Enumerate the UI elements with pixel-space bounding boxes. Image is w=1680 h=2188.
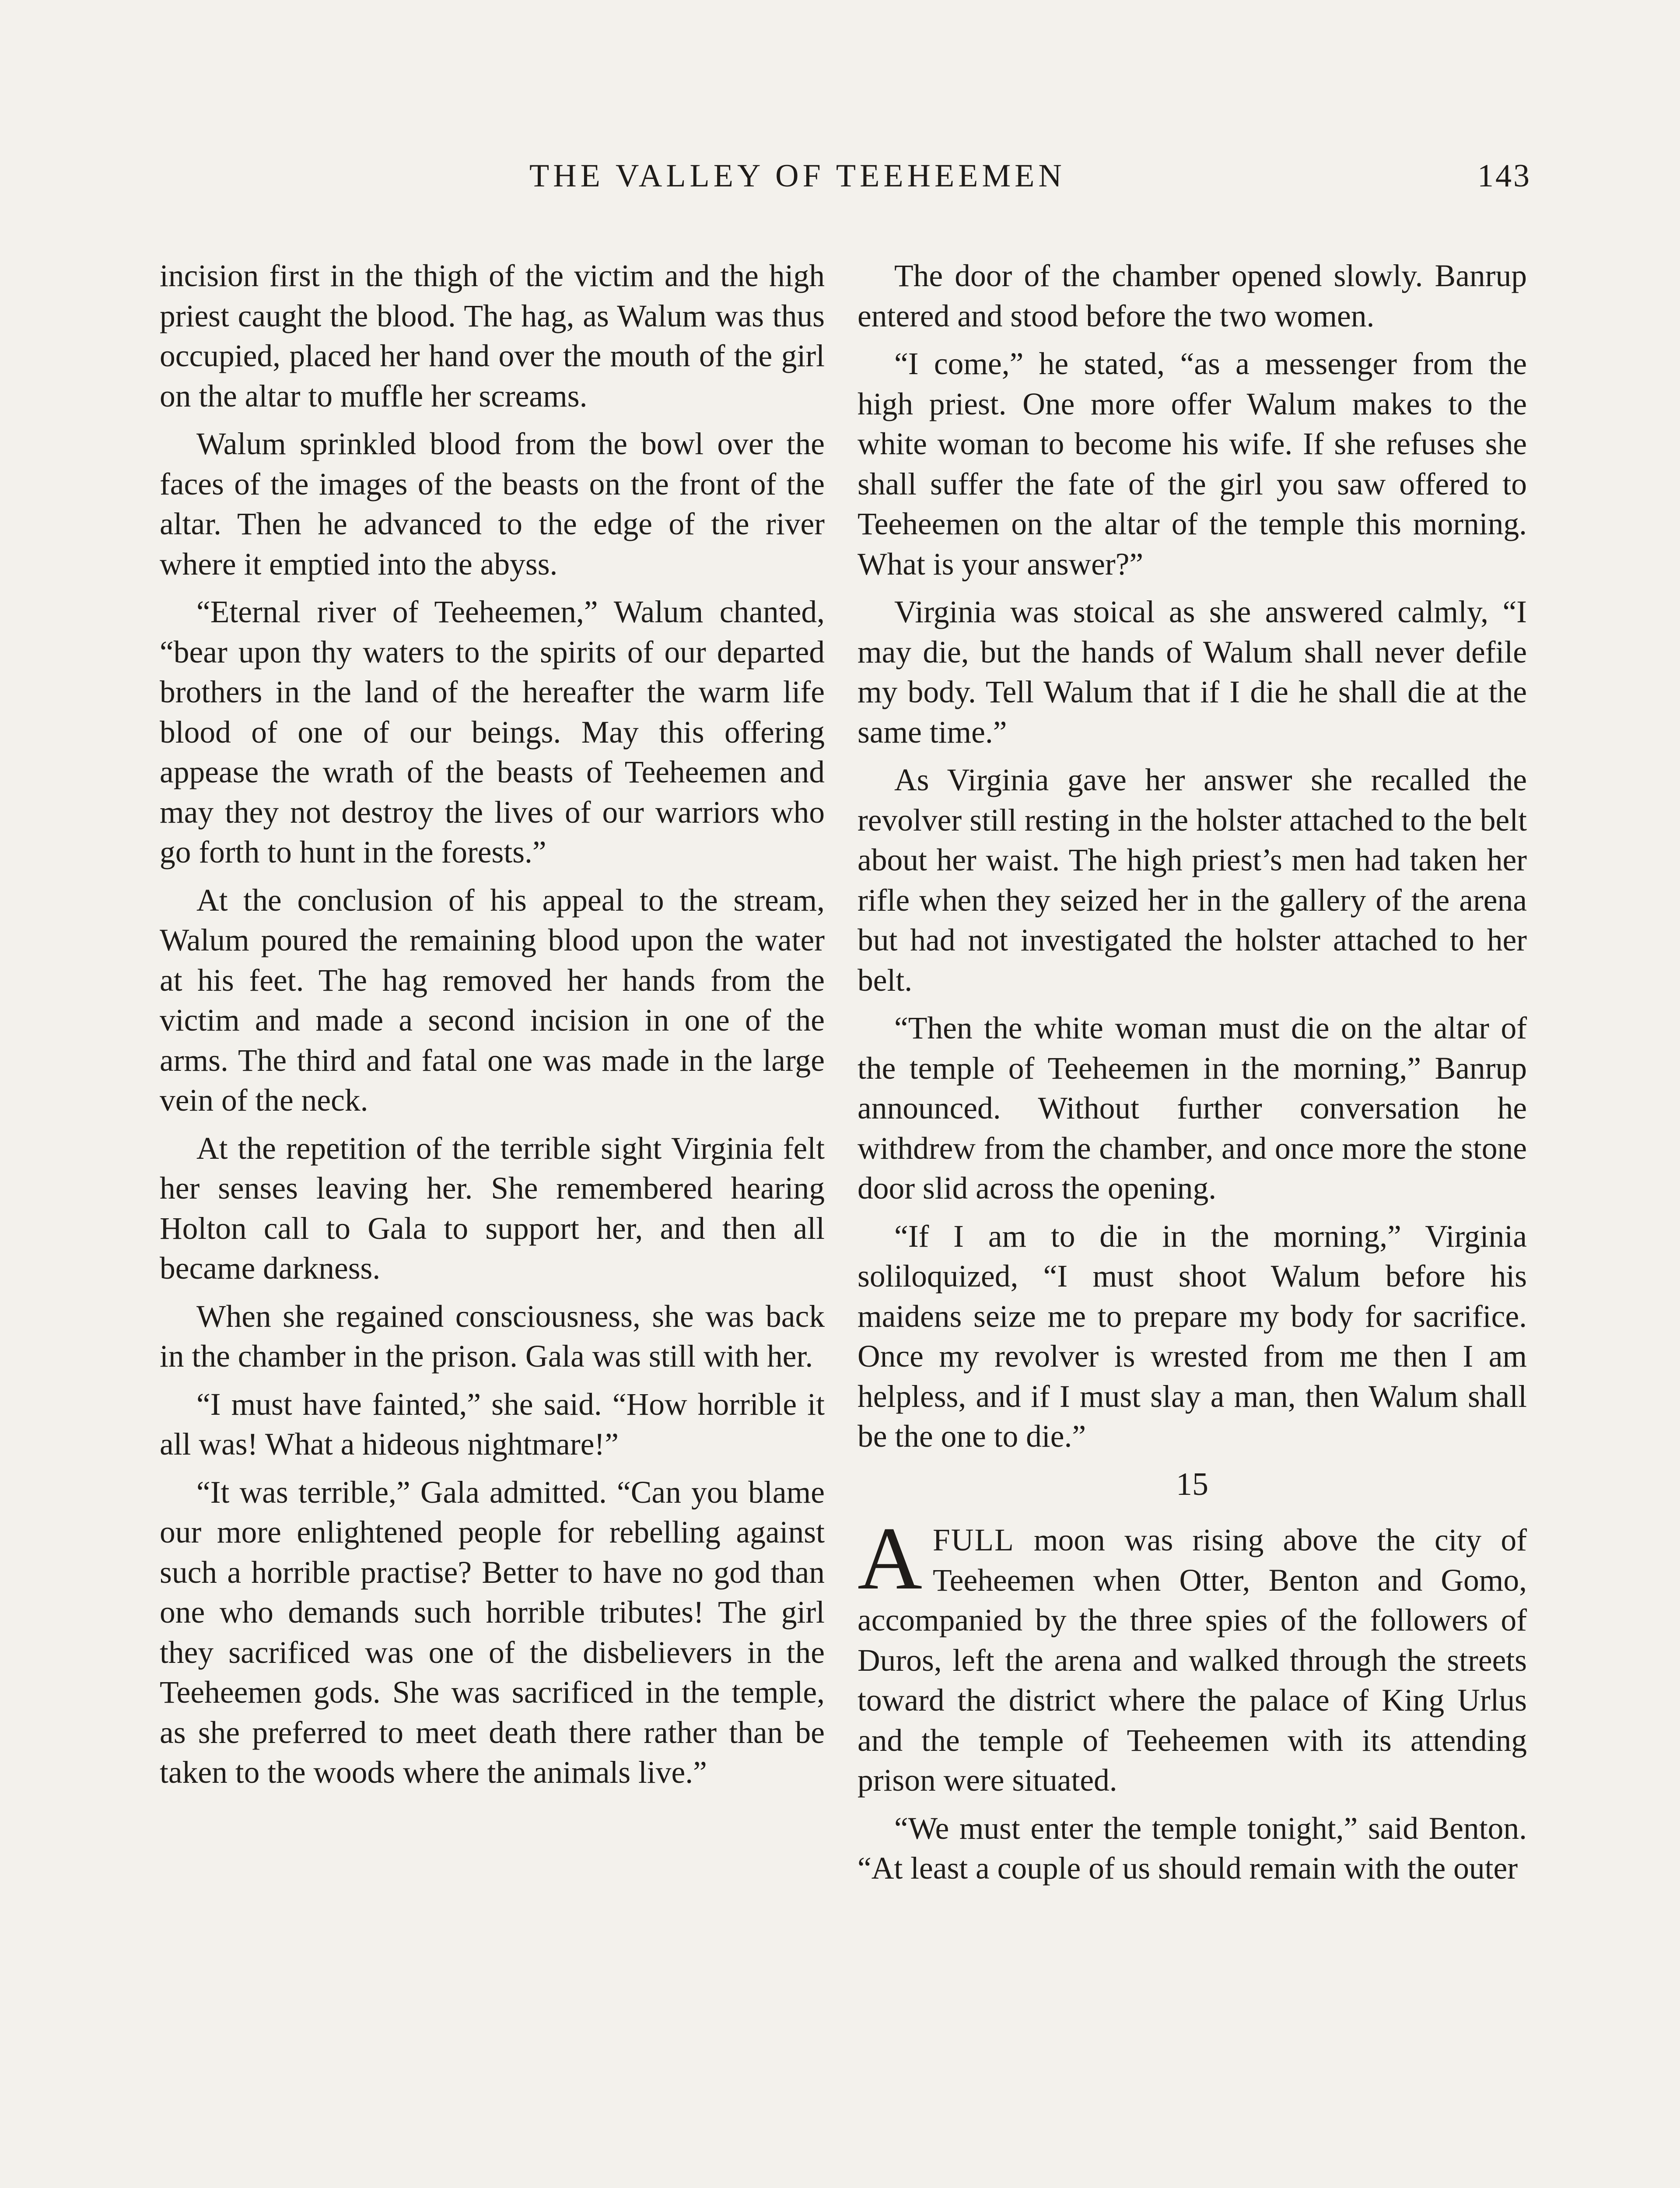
running-title: THE VALLEY OF TEEHEEMEN (529, 158, 1066, 194)
paragraph: When she regained consciousness, she was back in the chamber in the prison. Gala was still with her. (160, 1299, 825, 1374)
running-head (158, 158, 1531, 206)
opening-text: moon was rising above the city of Teeheemen when Otter, Benton and Gomo, accompanied by the three spies of the followers of Duros, left the arena and walked through the streets toward the district where the palace of King Urlus and the temple of Teeheemen with its attending prison were situated. (858, 1523, 1527, 1798)
paragraph: “It was terrible,” Gala admitted. “Can you blame our more enlightened people for rebelling against such a horrible practise? Better to have no god than one who demands such horrible tributes! The girl they sacrificed was one of the disbelievers in the Teeheemen gods. She was sacrificed in the temple, as she preferred to meet death there rather than be taken to the woods where the animals live.” (160, 1475, 825, 1790)
paragraph: At the repetition of the terrible sight Virginia felt her senses leaving her. She remembered hearing Holton call to Gala to support her, and then all became darkness. (160, 1131, 825, 1286)
paragraph: The door of the chamber opened slowly. Banrup entered and stood before the two women. (858, 259, 1527, 333)
paragraph: As Virginia gave her answer she recalled the revolver still resting in the holster attached to the belt about her waist. The high priest’s men had taken her rifle when they seized her in the gallery of the arena but had not investigated the holster attached to her belt. (858, 763, 1527, 998)
right-column (858, 256, 1527, 1897)
lead-in-caps: FULL (933, 1523, 1015, 1557)
paragraph: At the conclusion of his appeal to the stream, Walum poured the remaining blood upon the water at his feet. The hag removed her hands from the victim and made a second incision in one of the arms. The third and fatal one was made in the large vein of the neck. (160, 883, 825, 1118)
paragraph: “Then the white woman must die on the altar of the temple of Teeheemen in the morning,” Banrup announced. Without further conversation he withdrew from the chamber, and once more the stone door slid across the opening. (858, 1011, 1527, 1206)
paragraph: incision first in the thigh of the victim and the high priest caught the blood. The hag, as Walum was thus occupied, placed her hand over the mouth of the girl on the altar to muffle her screams. (160, 259, 825, 414)
page-number: 143 (1477, 158, 1531, 194)
drop-cap: A (858, 1509, 923, 1608)
paragraph: “If I am to die in the morning,” Virginia soliloquized, “I must shoot Walum before his maidens seize me to prepare my body for sacrifice. Once my revolver is wrested from me then I am helpless, and if I must slay a man, then Walum shall be the one to die.” (858, 1219, 1527, 1454)
paragraph: “I come,” he stated, “as a messenger from the high priest. One more offer Walum makes to the white woman to become his wife. If she refuses she shall suffer the fate of the girl you saw offered to Teeheemen on the altar of the temple this morning. What is your answer?” (858, 347, 1527, 582)
paragraph: Virginia was stoical as she answered calmly, “I may die, but the hands of Walum shall never defile my body. Tell Walum that if I die he shall die at the same time.” (858, 595, 1527, 750)
chapter-number: 15 (1176, 1466, 1208, 1502)
paragraph: “Eternal river of Teeheemen,” Walum chanted, “bear upon thy waters to the spirits of our departed brothers in the land of the hereafter the warm life blood of one of our beings. May this offering appease the wrath of the beasts of Teeheemen and may they not destroy the lives of our warriors who go forth to hunt in the forests.” (160, 595, 825, 870)
paragraph: “We must enter the temple tonight,” said Benton. “At least a couple of us should remain with the outer (858, 1811, 1527, 1886)
chapter-opening-paragraph (858, 1509, 1527, 1801)
paragraph: Walum sprinkled blood from the bowl over the faces of the images of the beasts on the front of the altar. Then he advanced to the edge of the river where it emptied into the abyss. (160, 427, 825, 582)
paragraph: “I must have fainted,” she said. “How horrible it all was! What a hideous nightmare!” (160, 1387, 825, 1462)
left-column (160, 256, 825, 1801)
